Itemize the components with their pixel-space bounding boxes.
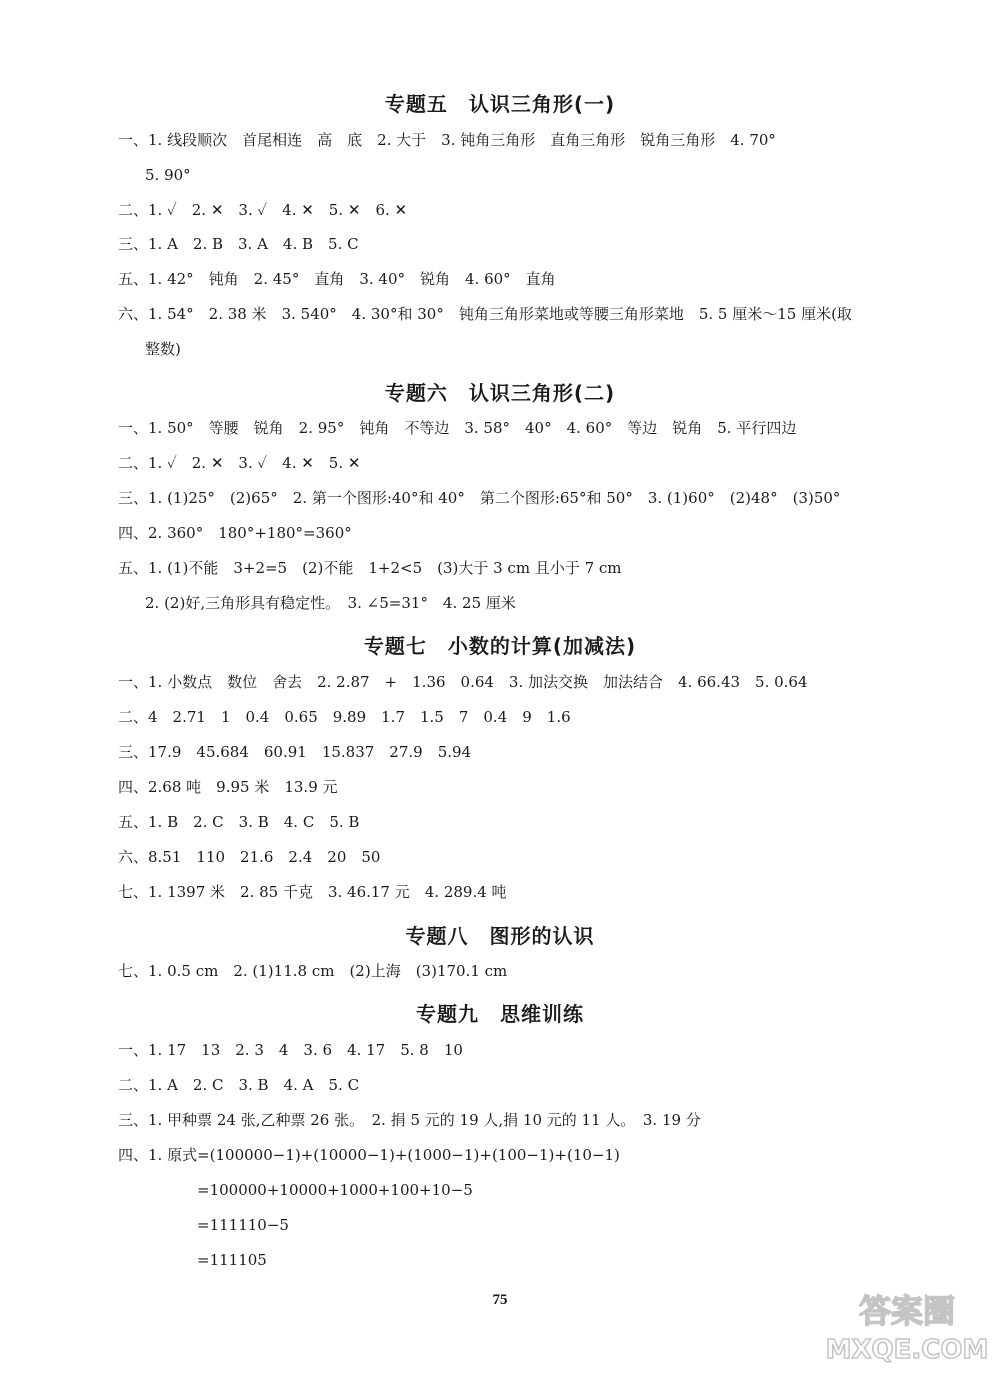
section-title-6: 专题六 认识三角形(二) (384, 381, 616, 405)
watermark-logo (822, 1286, 992, 1366)
answer-line: 五、1. B 2. C 3. B 4. C 5. B (118, 813, 360, 831)
answer-line: 四、2.68 吨 9.95 米 13.9 元 (118, 778, 338, 796)
page-number: 75 (492, 1292, 508, 1308)
answer-line: 一、1. 线段顺次 首尾相连 高 底 2. 大于 3. 钝角三角形 直角三角形 锐角三角形 4. 70° (118, 131, 776, 149)
answer-line: 三、1. A 2. B 3. A 4. B 5. C (118, 235, 359, 253)
answer-line: 5. 90° (145, 166, 191, 184)
answer-line: 一、1. 17 13 2. 3 4 3. 6 4. 17 5. 8 10 (118, 1041, 463, 1059)
answer-line: 二、1. ✓ 2. ✕ 3. ✓ 4. ✕ 5. ✕ 6. ✕ (118, 201, 408, 219)
answer-line: =111105 (197, 1251, 267, 1269)
answer-line: 二、1. ✓ 2. ✕ 3. ✓ 4. ✕ 5. ✕ (118, 454, 361, 472)
answer-line: 四、1. 原式=(100000−1)+(10000−1)+(1000−1)+(100−1)+(10−1) (118, 1146, 620, 1164)
answer-line: 二、4 2.71 1 0.4 0.65 9.89 1.7 1.5 7 0.4 9 1.6 (118, 708, 571, 726)
answer-line: 四、2. 360° 180°+180°=360° (118, 524, 352, 542)
section-title-9: 专题九 思维训练 (416, 1002, 584, 1026)
answer-line: 二、1. A 2. C 3. B 4. A 5. C (118, 1076, 360, 1094)
answer-line: 三、17.9 45.684 60.91 15.837 27.9 5.94 (118, 743, 472, 761)
answer-line: 一、1. 50° 等腰 锐角 2. 95° 钝角 不等边 3. 58° 40° 4. 60° 等边 锐角 5. 平行四边 (118, 419, 797, 437)
section-title-5: 专题五 认识三角形(一) (384, 92, 616, 116)
answer-line: 七、1. 1397 米 2. 85 千克 3. 46.17 元 4. 289.4 吨 (118, 883, 507, 901)
watermark-bottom-text: MXQE.COM (825, 1335, 989, 1365)
answer-line: =100000+10000+1000+100+10−5 (197, 1181, 473, 1199)
answer-line: 五、1. 42° 钝角 2. 45° 直角 3. 40° 锐角 4. 60° 直角 (118, 270, 556, 288)
answer-line: =111110−5 (197, 1216, 289, 1234)
watermark-top-text: 答案圈 (858, 1292, 956, 1330)
answer-line: 三、1. (1)25° (2)65° 2. 第一个图形:40°和 40° 第二个图形:65°和 50° 3. (1)60° (2)48° (3)50° (118, 489, 841, 507)
answer-line: 七、1. 0.5 cm 2. (1)11.8 cm (2)上海 (3)170.1 cm (118, 962, 508, 980)
answer-line: 2. (2)好,三角形具有稳定性。 3. ∠5=31° 4. 25 厘米 (145, 594, 516, 612)
answer-line: 六、1. 54° 2. 38 米 3. 540° 4. 30°和 30° 钝角三角形菜地或等腰三角形菜地 5. 5 厘米～15 厘米(取 (118, 305, 852, 323)
section-title-8: 专题八 图形的认识 (405, 924, 595, 948)
section-title-7: 专题七 小数的计算(加减法) (363, 634, 637, 658)
answer-line: 六、8.51 110 21.6 2.4 20 50 (118, 848, 381, 866)
answer-line: 整数) (145, 340, 181, 358)
answer-line: 三、1. 甲种票 24 张,乙种票 26 张。 2. 捐 5 元的 19 人,捐 10 元的 11 人。 3. 19 分 (118, 1111, 701, 1129)
answer-line: 一、1. 小数点 数位 舍去 2. 2.87 + 1.36 0.64 3. 加法交换 加法结合 4. 66.43 5. 0.64 (118, 673, 808, 691)
answer-line: 五、1. (1)不能 3+2=5 (2)不能 1+2<5 (3)大于 3 cm 且小于 7 cm (118, 559, 622, 577)
